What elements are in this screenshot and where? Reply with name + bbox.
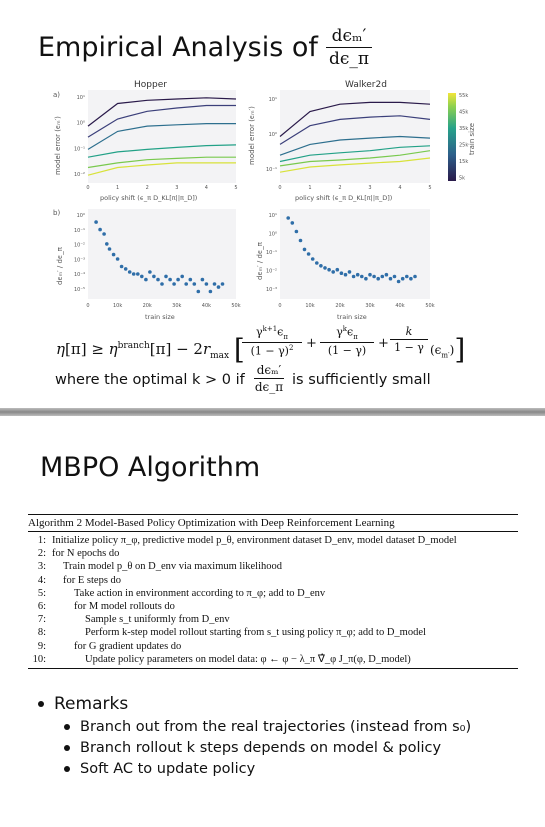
algorithm-line-number: 1: bbox=[37, 535, 46, 546]
tick-label: 5 bbox=[234, 185, 238, 191]
tick-label: 10¹ bbox=[268, 97, 277, 103]
scatter-point bbox=[205, 282, 209, 286]
caption-fraction-denominator: dϵ_π bbox=[254, 380, 284, 394]
tick-label: 50k bbox=[425, 303, 435, 309]
bullet-icon bbox=[64, 724, 70, 730]
slide-mbpo-algorithm bbox=[0, 416, 545, 827]
hopper-title: Hopper bbox=[134, 80, 167, 90]
colorbar bbox=[448, 93, 456, 181]
scatter-point bbox=[180, 275, 184, 279]
scatter-point bbox=[184, 282, 188, 286]
slide1-title bbox=[38, 32, 318, 63]
remarks-section bbox=[38, 694, 471, 777]
colorbar-tick-label: 15k bbox=[459, 159, 469, 165]
scatter-point bbox=[156, 278, 160, 282]
algorithm-line bbox=[28, 560, 518, 573]
scatter-point bbox=[140, 275, 144, 279]
scatter-point bbox=[108, 247, 112, 251]
tick-label: 10k bbox=[112, 303, 123, 309]
scatter-point bbox=[360, 275, 364, 279]
scatter-point bbox=[112, 253, 116, 257]
algorithm-line-text: Take action in environment according to π_φ; add to D_env bbox=[74, 587, 326, 599]
scatter-point bbox=[397, 280, 401, 284]
tick-label: 20k bbox=[335, 303, 345, 309]
algorithm-header: Algorithm 2 Model-Based Policy Optimization with Deep Reinforcement Learning bbox=[28, 514, 518, 532]
bullet-icon bbox=[38, 701, 44, 707]
scatter-point bbox=[323, 266, 327, 270]
tick-label: 20k bbox=[142, 303, 152, 309]
tick-label: 10⁰ bbox=[268, 132, 277, 138]
tick-label: 0 bbox=[86, 185, 90, 191]
scatter-point bbox=[381, 275, 385, 279]
algorithm-line-text: for G gradient updates do bbox=[74, 640, 182, 652]
xlabel-hopper-a: policy shift (ϵ_π D_KL[π||π_D]) bbox=[100, 194, 198, 202]
scatter-point bbox=[295, 230, 299, 234]
algorithm-line-text: Train model p_θ on D_env via maximum likelihood bbox=[63, 561, 282, 573]
tick-label: 40k bbox=[395, 303, 405, 309]
tick-label: 2 bbox=[338, 185, 342, 191]
tick-label: 1 bbox=[116, 185, 120, 191]
bound-formula: $\eta[\pi] \ge \eta^{branch}[\pi] - 2r_{max}$ [ bbox=[56, 333, 245, 366]
algorithm-line bbox=[28, 600, 518, 613]
tick-label: 30k bbox=[172, 303, 182, 309]
scatter-point bbox=[376, 277, 380, 281]
ylabel-walker-b: dϵₘ′ / dϵ_π bbox=[256, 242, 264, 280]
tick-label: 3 bbox=[175, 185, 179, 191]
scatter-point bbox=[98, 228, 102, 232]
algorithm-line-text: Update policy parameters on model data: φ ← φ − λ_π ∇̂_φ J_π(φ, D_model) bbox=[85, 653, 411, 665]
colorbar-ticks bbox=[459, 93, 468, 182]
bullet-icon bbox=[64, 766, 70, 772]
caption-fraction bbox=[254, 363, 284, 394]
bullet-icon bbox=[64, 745, 70, 751]
algorithm-line-number: 5: bbox=[37, 587, 46, 599]
scatter-point bbox=[132, 272, 136, 276]
tick-label: 40k bbox=[201, 303, 212, 309]
scatter-point bbox=[197, 290, 201, 294]
remark-text: Branch rollout k steps depends on model & policy bbox=[80, 740, 442, 756]
remark-item bbox=[64, 719, 471, 735]
algorithm-line bbox=[28, 574, 518, 587]
scatter-point bbox=[401, 277, 405, 281]
algorithm-line-number: 6: bbox=[37, 601, 46, 613]
scatter-point bbox=[105, 242, 109, 246]
tick-label: 0 bbox=[278, 185, 282, 191]
colorbar-tick-label: 25k bbox=[459, 142, 469, 149]
tick-label: 30k bbox=[365, 303, 375, 309]
scatter-point bbox=[340, 271, 344, 275]
algorithm-box bbox=[28, 514, 518, 669]
scatter-point bbox=[364, 277, 368, 281]
remark-text: Soft AC to update policy bbox=[80, 761, 256, 777]
xlabel-hopper-b: train size bbox=[145, 313, 175, 321]
tick-label: 10⁻⁵ bbox=[73, 287, 85, 293]
remark-text: Branch out from the real trajectories (instead from s₀) bbox=[80, 719, 472, 735]
remark-item bbox=[64, 740, 471, 756]
algorithm-line-number: 3: bbox=[37, 561, 46, 573]
algorithm-line-number: 4: bbox=[37, 574, 46, 586]
slide1-title-text: Empirical Analysis of bbox=[38, 32, 318, 63]
tick-label: 10⁰ bbox=[268, 231, 277, 238]
xlabel-walker-b: train size bbox=[337, 313, 367, 321]
tick-label: 10⁻³ bbox=[265, 287, 277, 293]
algorithm-line-number: 10: bbox=[32, 653, 46, 665]
remarks-heading bbox=[38, 694, 471, 714]
colorbar-tick-label: 45k bbox=[459, 109, 469, 116]
algorithm-line-number: 7: bbox=[37, 614, 46, 626]
scatter-point bbox=[372, 275, 376, 279]
tick-label: 50k bbox=[231, 303, 241, 309]
scatter-point bbox=[217, 285, 221, 289]
algorithm-line bbox=[28, 534, 518, 547]
formula-term3: $\frac{k}{1 - \gamma}$ bbox=[390, 325, 428, 354]
scatter-point bbox=[172, 282, 176, 286]
scatter-point bbox=[311, 257, 315, 261]
tick-label: 0 bbox=[278, 303, 282, 309]
scatter-point bbox=[352, 275, 356, 279]
title-fraction-numerator: dϵₘ′ bbox=[326, 26, 372, 48]
scatter-point bbox=[393, 275, 397, 279]
ylabel-hopper-a: model error (ϵₘ′) bbox=[54, 116, 62, 175]
caption-fraction-numerator: dϵₘ′ bbox=[254, 363, 284, 379]
tick-label: 2 bbox=[145, 185, 149, 191]
tick-label: 10⁻¹ bbox=[265, 250, 277, 256]
scatter-point bbox=[189, 278, 193, 282]
algorithm-lines bbox=[28, 532, 518, 666]
remarks-title: Remarks bbox=[54, 694, 129, 714]
algorithm-line bbox=[28, 547, 518, 560]
scatter-point bbox=[356, 273, 360, 277]
scatter-point bbox=[315, 261, 319, 265]
tick-label: 4 bbox=[398, 185, 402, 191]
tick-label: 10⁻² bbox=[73, 172, 85, 178]
tick-label: 10k bbox=[305, 303, 315, 309]
caption-post: is sufficiently small bbox=[292, 372, 431, 388]
scatter-point bbox=[405, 275, 409, 279]
scatter-point bbox=[319, 264, 323, 268]
algorithm-line-number: 8: bbox=[37, 627, 46, 639]
scatter-point bbox=[389, 277, 393, 281]
tick-label: 10⁻¹ bbox=[265, 167, 277, 173]
tick-label: 10⁻⁴ bbox=[73, 272, 85, 279]
formula-term1: $\frac{\gamma^{k+1}\epsilon_\pi}{(1 - \gamma)^2}$ bbox=[242, 325, 302, 358]
tick-label: 10⁻² bbox=[73, 242, 85, 249]
tick-label: 0 bbox=[86, 303, 90, 309]
slide2-title: MBPO Algorithm bbox=[40, 452, 261, 483]
scatter-point bbox=[94, 220, 98, 224]
colorbar-label: train size bbox=[468, 122, 476, 155]
scatter-point bbox=[348, 270, 352, 274]
algorithm-line-text: Sample s_t uniformly from D_env bbox=[85, 614, 230, 626]
scatter-point bbox=[331, 270, 335, 274]
algorithm-line bbox=[28, 626, 518, 639]
tick-label: 10⁰ bbox=[76, 120, 85, 127]
algorithm-line bbox=[28, 640, 518, 653]
scatter-point bbox=[327, 268, 331, 272]
scatter-point bbox=[164, 275, 168, 279]
title-fraction-denominator: dϵ_π bbox=[328, 49, 370, 69]
tick-label: 10⁻¹ bbox=[73, 227, 85, 234]
scatter-point bbox=[124, 267, 128, 271]
panel-a-label: a) bbox=[53, 91, 61, 99]
algorithm-line-number: 9: bbox=[37, 640, 46, 652]
tick-label: 4 bbox=[204, 185, 208, 191]
tick-label: 10⁻³ bbox=[73, 257, 85, 264]
algorithm-line-text: Perform k-step model rollout starting from s_t using policy π_φ; add to D_model bbox=[85, 627, 426, 639]
remark-item bbox=[64, 761, 471, 777]
scatter-point bbox=[148, 270, 152, 274]
slide-empirical-analysis: Empirical Analysis of dϵₘ′ dϵ_π Hopper Walker2d a) b) 0 1 2 3 4 5 0 1 2 3 4 5 0 10k 20k 30k 40k 50k 0 10k 20k 30k 40k 50k 10¹ 10⁰ 10⁻¹ 10⁻² 10¹ 10⁰ 10⁻¹ 10⁰ 10⁻¹ 10⁻² 10⁻³ 10⁻⁴ 10⁻⁵ 10¹ 10⁰ 10⁻¹ 10⁻² 10⁻³ model error (ϵₘ′) model error (ϵₘ′) dϵₘ′ / dϵ_π dϵₘ′ / dϵ_π policy shift (ϵ_π D_KL[π||π_D]) policy shift (ϵ_π D_KL[π||π_D]) train size train size 55k 45k 35k 25k 15k 5k train size $\eta[\pi] \ge \eta^{branch}[\pi] - 2r_{max}$ [ $\frac{\gamma^{k+1}\epsilon_\pi}{(1 - \gamma)^2}$ + $\gamma^k\epsilon_\pi$ (1 − γ) + $\frac{k}{1 - \gamma}$ $(\epsilon_{m'})$] where the optimal k > 0 if dϵₘ′ dϵ_π is sufficiently small bbox=[0, 0, 545, 410]
scatter-point bbox=[193, 282, 197, 286]
algorithm-line bbox=[28, 613, 518, 626]
algorithm-line-text: for N epochs do bbox=[52, 548, 120, 560]
tick-label: 10⁻² bbox=[265, 268, 277, 275]
colorbar-tick-label: 55k bbox=[459, 93, 469, 99]
panel-b-label: b) bbox=[53, 209, 61, 217]
caption-pre: where the optimal k > 0 if bbox=[55, 372, 245, 388]
scatter-point bbox=[152, 275, 156, 279]
formula-term2: $\gamma^k\epsilon_\pi$ (1 − γ) bbox=[320, 325, 374, 357]
scatter-point bbox=[291, 221, 295, 225]
scatter-point bbox=[144, 278, 148, 282]
scatter-point bbox=[307, 252, 311, 256]
scatter-point bbox=[160, 282, 164, 286]
tick-label: 10⁻¹ bbox=[73, 146, 85, 153]
scatter-point bbox=[336, 268, 340, 272]
algorithm-line-text: Initialize policy π_φ, predictive model p_θ, environment dataset D_env, model dataset D_model bbox=[52, 535, 457, 546]
algorithm-bottom-rule bbox=[28, 668, 518, 669]
tick-label: 10¹ bbox=[76, 95, 85, 101]
xlabel-walker-a: policy shift (ϵ_π D_KL[π||π_D]) bbox=[295, 194, 393, 202]
scatter-point bbox=[176, 278, 180, 282]
scatter-point bbox=[136, 272, 140, 276]
scatter-point bbox=[286, 216, 290, 220]
colorbar-tick-label: 35k bbox=[459, 126, 469, 132]
tick-label: 3 bbox=[368, 185, 372, 191]
tick-label: 10⁰ bbox=[76, 213, 85, 219]
algorithm-line-text: for E steps do bbox=[63, 574, 122, 586]
tick-label: 10¹ bbox=[268, 213, 277, 219]
scatter-point bbox=[221, 282, 225, 286]
scatter-point bbox=[344, 273, 348, 277]
walker-b-plot-area bbox=[280, 209, 430, 299]
ylabel-hopper-b: dϵₘ′ / dϵ_π bbox=[56, 247, 64, 285]
scatter-point bbox=[299, 239, 303, 243]
scatter-point bbox=[385, 273, 389, 277]
scatter-point bbox=[102, 232, 106, 236]
walker-title: Walker2d bbox=[345, 80, 387, 90]
colorbar-tick-label: 5k bbox=[459, 175, 466, 182]
algorithm-line-text: for M model rollouts do bbox=[74, 601, 175, 613]
scatter-point bbox=[413, 275, 417, 279]
ylabel-walker-a: model error (ϵₘ′) bbox=[248, 106, 256, 165]
title-fraction bbox=[326, 26, 372, 69]
scatter-point bbox=[213, 282, 217, 286]
algorithm-line bbox=[28, 587, 518, 600]
algorithm-line-number: 2: bbox=[37, 548, 46, 560]
scatter-point bbox=[120, 265, 124, 269]
scatter-point bbox=[409, 277, 413, 281]
scatter-point bbox=[168, 278, 172, 282]
tick-label: 1 bbox=[308, 185, 312, 191]
scatter-point bbox=[303, 248, 307, 252]
scatter-point bbox=[128, 270, 132, 274]
algorithm-line bbox=[28, 653, 518, 666]
scatter-point bbox=[201, 278, 205, 282]
slide-divider bbox=[0, 408, 545, 416]
scatter-point bbox=[209, 290, 213, 294]
scatter-point bbox=[368, 273, 372, 277]
scatter-point bbox=[116, 257, 120, 261]
tick-label: 5 bbox=[428, 185, 432, 191]
